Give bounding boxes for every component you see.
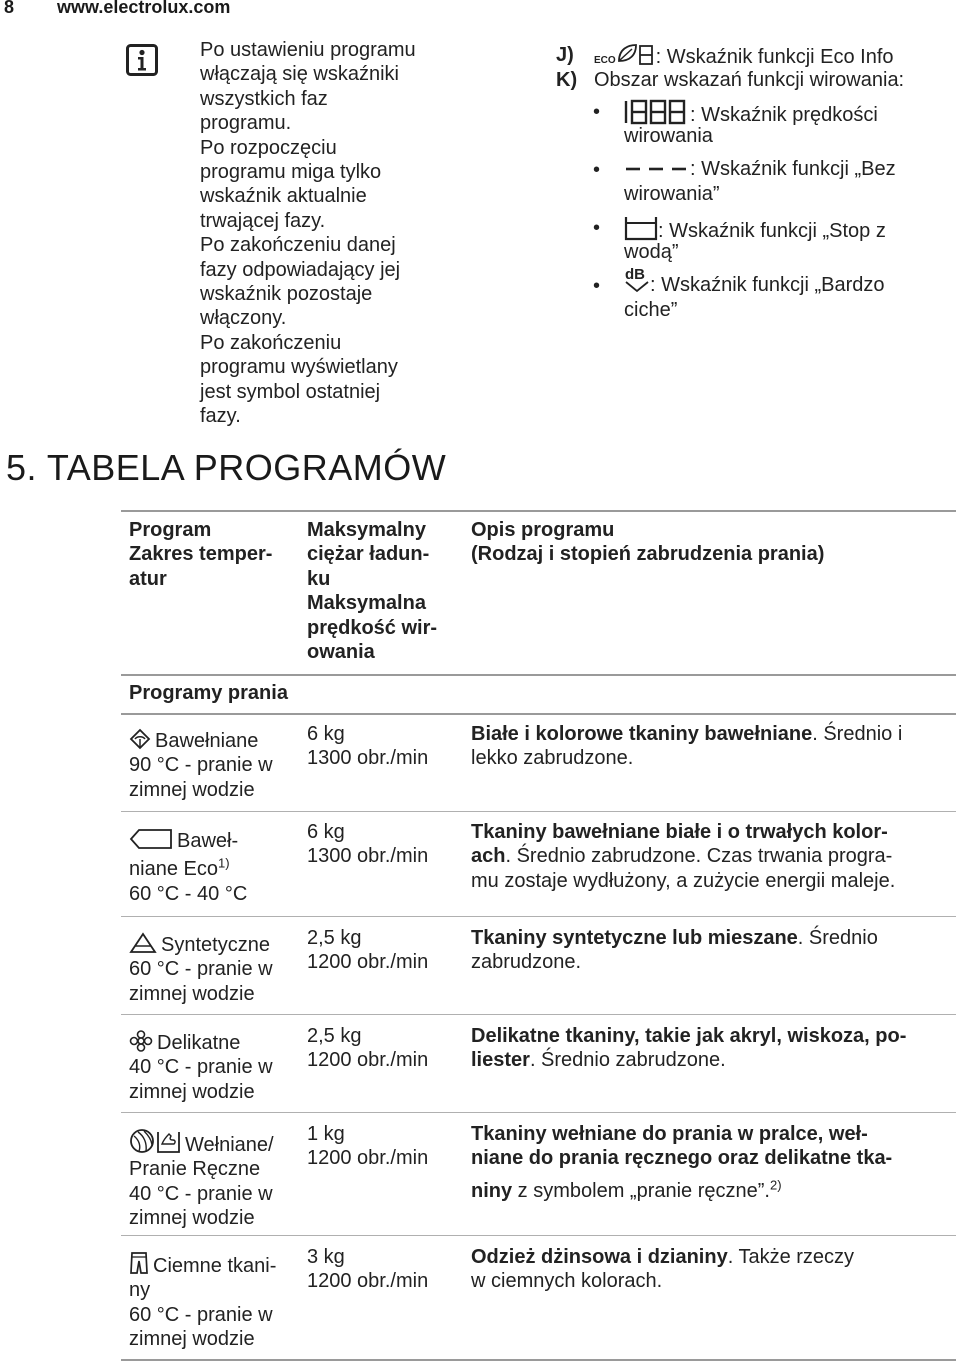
row-load-speed: 6 kg 1300 obr./min	[307, 723, 429, 770]
row-description: Tkaniny wełniane do prania w pralce, weł- niane do prania ręcznego oraz delikatne tka- niny z symbolem „pranie ręczne”.$^{2)}$	[471, 1123, 893, 1202]
row-rule	[121, 1112, 956, 1113]
delicates-icon	[129, 1030, 153, 1052]
row-description: Tkaniny bawełniane białe i o trwałych kolor- ach. Średnio zabrudzone. Czas trwania progra- mu zostaje wydłużony, a zużycie energii maleje.	[471, 821, 896, 892]
site-url: www.electrolux.com	[57, 0, 231, 17]
page-number: 8	[4, 0, 15, 17]
row-load-speed: 6 kg 1300 obr./min	[307, 821, 429, 868]
header-col-description: Opis programu (Rodzaj i stopień zabrudzenia prania)	[471, 519, 825, 566]
db-text: dB	[625, 266, 645, 283]
bullet: •	[593, 275, 601, 297]
info-note: Po ustawieniu programu włączają się wskaźniki wszystkich faz programu. Po rozpoczęciu programu miga tylko wskaźnik aktualnie trwającej fazy. Po zakończeniu danej fazy odpowiadający jej wskaźnik pozostaje włączony. Po zakończeniu programu wyświetlany jest symbol ostatniej fazy.	[200, 39, 416, 428]
table-row: Baweł- niane Eco$^{1)}$ 60 °C - 40 °C	[129, 830, 248, 905]
eco-text: ECO	[594, 55, 616, 66]
spin-speed-line	[624, 99, 878, 127]
header-rule	[121, 674, 956, 676]
extra-quiet-icon	[624, 265, 650, 295]
row-load-speed: 2,5 kg 1200 obr./min	[307, 927, 429, 974]
header-col-load: Maksymalny ciężar ładun- ku Maksymalna prędkość wir- owania	[307, 519, 438, 664]
extra-quiet-line	[624, 265, 885, 295]
row-rule	[121, 1235, 956, 1236]
section-title: 5. TABELA PROGRAMÓW	[6, 447, 447, 488]
header-col-program: Program Zakres temper- atur	[129, 519, 273, 590]
table-row: Syntetyczne 60 °C - pranie w zimnej wodzie	[129, 934, 273, 1005]
group-rule	[121, 713, 956, 715]
group-label: Programy prania	[129, 682, 288, 704]
info-icon	[126, 44, 158, 76]
synthetics-icon	[129, 932, 157, 954]
no-spin-line	[624, 157, 896, 181]
spin-speed-digits-icon	[624, 99, 690, 125]
row-load-speed: 2,5 kg 1200 obr./min	[307, 1025, 429, 1072]
eco-info-icon	[616, 43, 656, 67]
bullet: •	[593, 217, 601, 239]
table-row: Bawełniane 90 °C - pranie w zimnej wodzie	[129, 730, 273, 801]
cotton-icon	[129, 728, 151, 750]
dark-items-icon	[129, 1251, 149, 1275]
cotton-eco-icon	[129, 828, 173, 850]
table-top-rule	[121, 510, 956, 512]
table-row: Wełniane/ Pranie Ręczne 40 °C - pranie w zimnej wodzie	[129, 1122, 294, 1231]
table-row: Ciemne tkani- ny 60 °C - pranie w zimnej wodzie	[129, 1245, 294, 1352]
eco-info-text: : Wskaźnik funkcji Eco Info	[655, 46, 894, 68]
bullet-text: : Wskaźnik funkcji „Bez	[690, 158, 896, 180]
row-rule	[121, 811, 956, 812]
row-load-speed: 3 kg 1200 obr./min	[307, 1246, 429, 1293]
bullet-text-cont: ciche”	[624, 299, 678, 321]
no-spin-dashes-icon	[624, 159, 690, 179]
table-bottom-rule	[121, 1359, 956, 1361]
bullet-text-cont: wirowania	[624, 125, 713, 147]
row-load-speed: 1 kg 1200 obr./min	[307, 1123, 429, 1170]
bullet: •	[593, 159, 601, 181]
label-j: J)	[556, 44, 574, 66]
row-rule	[121, 1014, 956, 1015]
rinse-hold-line	[624, 215, 886, 243]
bullet-text-cont: wodą”	[624, 241, 679, 263]
bullet-text: : Wskaźnik prędkości	[690, 104, 878, 126]
bullet: •	[593, 101, 601, 123]
wool-handwash-icon	[129, 1128, 181, 1154]
row-rule	[121, 916, 956, 917]
row-description: Delikatne tkaniny, takie jak akryl, wiskoza, po- liester. Średnio zabrudzone.	[471, 1025, 907, 1072]
rinse-hold-icon	[624, 215, 658, 241]
spin-area-text: Obszar wskazań funkcji wirowania:	[594, 69, 905, 91]
row-description: Odzież dżinsowa i dzianiny. Także rzeczy w ciemnych kolorach.	[471, 1246, 855, 1293]
bullet-text: : Wskaźnik funkcji „Stop z	[658, 220, 886, 242]
table-row: Delikatne 40 °C - pranie w zimnej wodzie	[129, 1032, 273, 1103]
row-description: Tkaniny syntetyczne lub mieszane. Średnio zabrudzone.	[471, 927, 878, 974]
bullet-text-cont: wirowania”	[624, 183, 720, 205]
bullet-text: : Wskaźnik funkcji „Bardzo	[650, 274, 885, 296]
label-k: K)	[556, 69, 578, 91]
row-description: Białe i kolorowe tkaniny bawełniane. Średnio i lekko zabrudzone.	[471, 723, 903, 770]
